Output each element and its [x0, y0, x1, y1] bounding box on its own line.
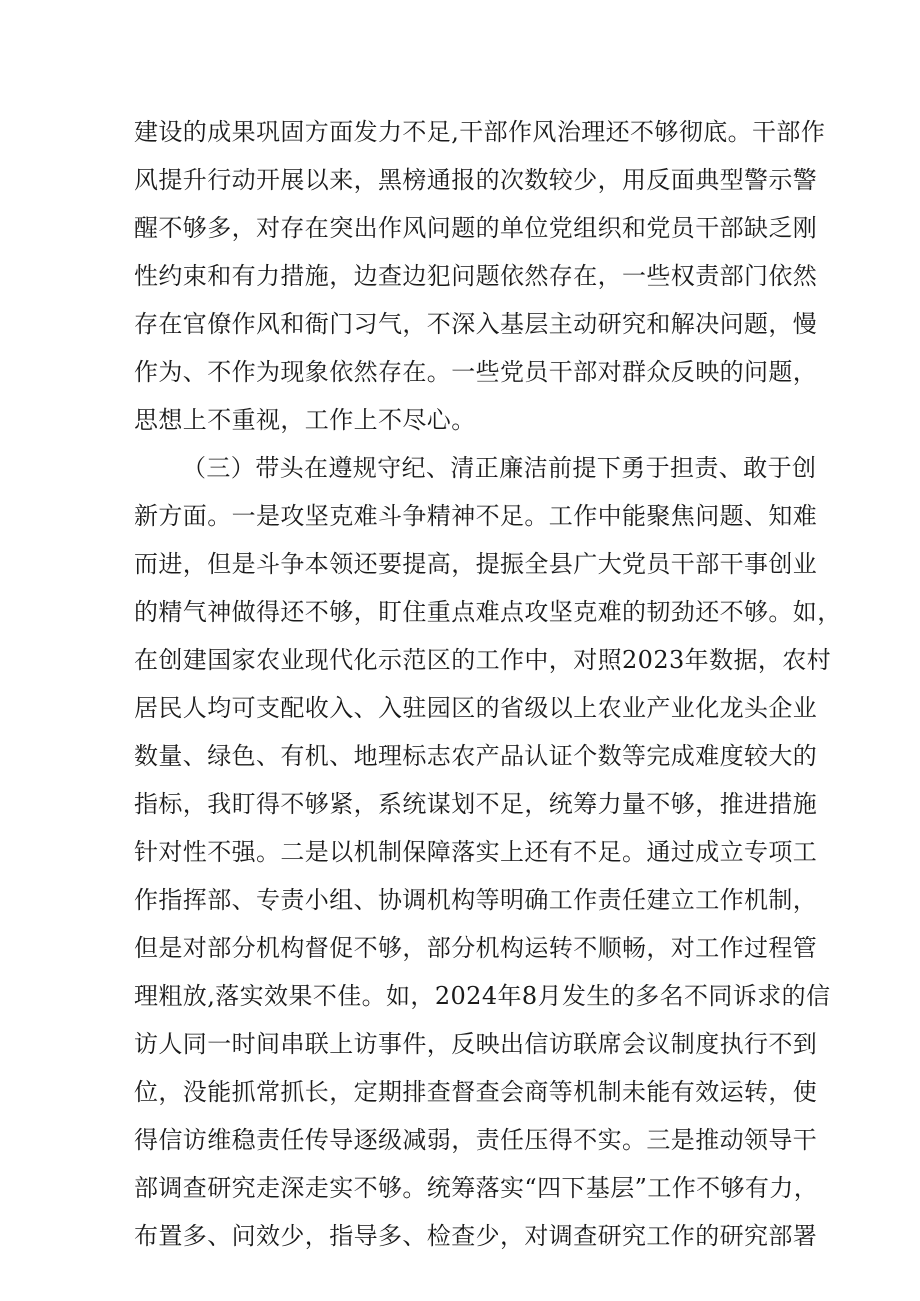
text-line-21: 位，没能抓常抓长，定期排查督查会商等机制未能有效运转，使 [134, 1078, 818, 1106]
text-line-7: 思想上不重视，工作上不尽心。 [134, 406, 476, 434]
document-body [134, 108, 842, 1260]
section-heading-line: （三）带头在遵规守纪、清正廉洁前提下勇于担责、敢于创 [182, 454, 817, 482]
text-line-1: 建设的成果巩固方面发力不足,干部作风治理还不够彻底。干部作 [134, 118, 826, 146]
text-line-11: 的精气神做得还不够，盯住重点难点攻坚克难的韧劲还不够。如， [134, 598, 842, 626]
text-line-23: 部调查研究走深走实不够。统筹落实“四下基层”工作不够有力， [134, 1174, 819, 1202]
text-line-15: 指标，我盯得不够紧，系统谋划不足，统筹力量不够，推进措施 [134, 790, 818, 818]
text-line-4: 性约束和有力措施，边查边犯问题依然存在，一些权责部门依然 [134, 262, 818, 290]
text-line-3: 醒不够多，对存在突出作风问题的单位党组织和党员干部缺乏刚 [134, 214, 818, 242]
text-line-19: 理粗放,落实效果不佳。如，2024年8月发生的多名不同诉求的信 [134, 982, 831, 1010]
text-line-20: 访人同一时间串联上访事件，反映出信访联席会议制度执行不到 [134, 1030, 818, 1058]
text-line-9: 新方面。一是攻坚克难斗争精神不足。工作中能聚焦问题、知难 [134, 502, 818, 530]
text-line-10: 而进，但是斗争本领还要提高，提振全县广大党员干部干事创业 [134, 550, 818, 578]
text-line-24: 布置多、问效少，指导多、检查少，对调查研究工作的研究部署 [134, 1222, 818, 1250]
text-line-13: 居民人均可支配收入、入驻园区的省级以上农业产业化龙头企业 [134, 694, 818, 722]
text-line-18: 但是对部分机构督促不够，部分机构运转不顺畅，对工作过程管 [134, 934, 818, 962]
text-line-16: 针对性不强。二是以机制保障落实上还有不足。通过成立专项工 [134, 838, 818, 866]
text-line-17: 作指挥部、专责小组、协调机构等明确工作责任建立工作机制， [134, 886, 818, 914]
text-line-12: 在创建国家农业现代化示范区的工作中，对照2023年数据，农村 [134, 646, 832, 674]
text-line-5: 存在官僚作风和衙门习气，不深入基层主动研究和解决问题，慢 [134, 310, 818, 338]
text-line-6: 作为、不作为现象依然存在。一些党员干部对群众反映的问题， [134, 358, 818, 386]
text-line-14: 数量、绿色、有机、地理标志农产品认证个数等完成难度较大的 [134, 742, 818, 770]
text-line-22: 得信访维稳责任传导逐级减弱，责任压得不实。三是推动领导干 [134, 1126, 818, 1154]
text-line-2: 风提升行动开展以来，黑榜通报的次数较少，用反面典型警示警 [134, 166, 818, 194]
